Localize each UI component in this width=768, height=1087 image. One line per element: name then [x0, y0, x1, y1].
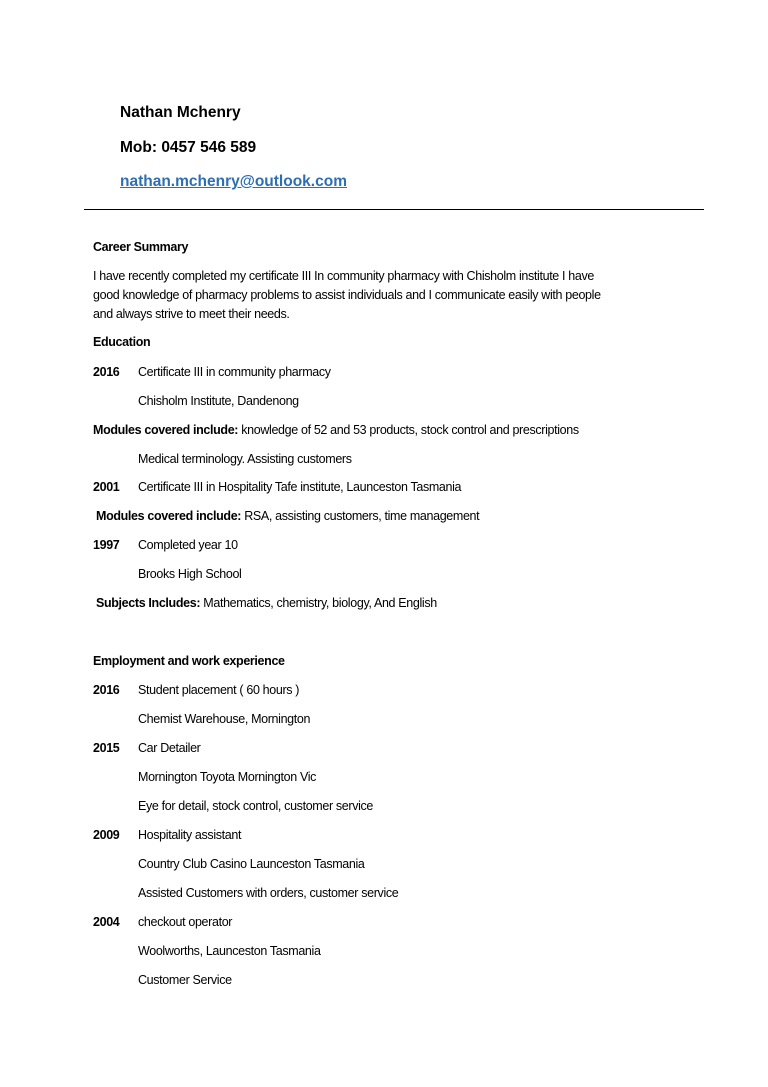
- modules-line: [93, 422, 579, 438]
- job-year: 2016: [93, 683, 120, 697]
- modules-label: Modules covered include:: [93, 423, 239, 437]
- email-link[interactable]: nathan.mchenry@outlook.com: [120, 173, 347, 190]
- career-summary-line: good knowledge of pharmacy problems to assist individuals and I communicate easily with people: [93, 288, 601, 302]
- job-detail: checkout operator: [138, 915, 233, 929]
- career-summary-line: and always strive to meet their needs.: [93, 307, 290, 321]
- modules-text: knowledge of 52 and 53 products, stock control and prescriptions: [238, 423, 579, 437]
- employment-heading: Employment and work experience: [93, 654, 285, 668]
- job-year: 2004: [93, 915, 120, 929]
- career-summary-line: I have recently completed my certificate III In community pharmacy with Chisholm institute I have: [93, 269, 594, 283]
- education-year: 2016: [93, 365, 120, 379]
- education-detail: Brooks High School: [138, 567, 242, 581]
- education-detail: Completed year 10: [138, 538, 238, 552]
- job-detail: Eye for detail, stock control, customer service: [138, 799, 374, 813]
- job-detail: Car Detailer: [138, 741, 201, 755]
- modules-text: RSA, assisting customers, time management: [241, 509, 480, 523]
- job-detail: Mornington Toyota Mornington Vic: [138, 770, 317, 784]
- job-year: 2015: [93, 741, 120, 755]
- modules-label: Modules covered include:: [96, 509, 242, 523]
- modules-line: [96, 508, 479, 524]
- job-detail: Chemist Warehouse, Mornington: [138, 712, 311, 726]
- subjects-line: [96, 595, 437, 611]
- subjects-text: Mathematics, chemistry, biology, And English: [200, 596, 437, 610]
- mobile-number: Mob: 0457 546 589: [120, 139, 257, 156]
- header-divider: [84, 209, 704, 210]
- job-detail: Hospitality assistant: [138, 828, 242, 842]
- education-heading: Education: [93, 335, 151, 349]
- subjects-label: Subjects Includes:: [96, 596, 201, 610]
- career-summary-heading: Career Summary: [93, 240, 189, 254]
- job-detail: Woolworths, Launceston Tasmania: [138, 944, 321, 958]
- education-year: 2001: [93, 480, 120, 494]
- job-detail: Student placement ( 60 hours ): [138, 683, 300, 697]
- candidate-name: Nathan Mchenry: [120, 104, 241, 121]
- education-detail: Certificate III in community pharmacy: [138, 365, 331, 379]
- job-year: 2009: [93, 828, 120, 842]
- modules-detail: Medical terminology. Assisting customers: [138, 452, 352, 466]
- education-detail: Certificate III in Hospitality Tafe institute, Launceston Tasmania: [138, 480, 462, 494]
- education-year: 1997: [93, 538, 120, 552]
- job-detail: Assisted Customers with orders, customer service: [138, 886, 399, 900]
- job-detail: Country Club Casino Launceston Tasmania: [138, 857, 365, 871]
- education-detail: Chisholm Institute, Dandenong: [138, 394, 299, 408]
- job-detail: Customer Service: [138, 973, 232, 987]
